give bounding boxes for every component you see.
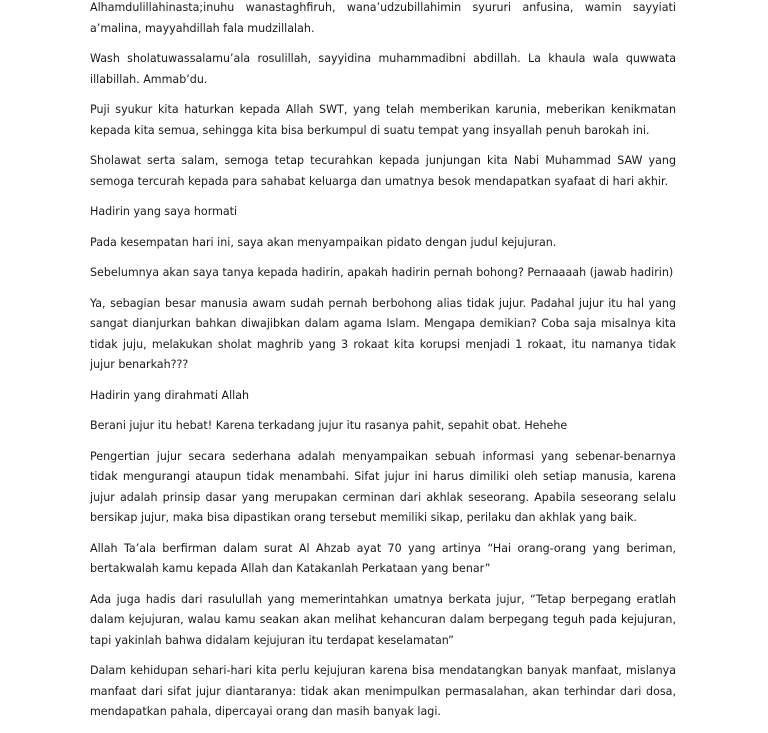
paragraph-greeting-hormati: Hadirin yang saya hormati [90,205,238,218]
paragraph-berani-jujur: Berani jujur itu hebat! Karena terkadang jujur itu rasanya pahit, sepahit obat. Hehehe [90,419,568,432]
paragraph-jujur-islam: Ya, sebagian besar manusia awam sudah pernah berbohong alias tidak jujur. Padahal jujur itu hal yang sangat dianjurkan bahkan diwajibkan dalam agama Islam. Mengapa demikian? Coba saja misalnya kita tidak juju, melakukan sholat maghrib yang 3 rokaat kita korupsi menjadi 1 rokaat, itu namanya tidak jujur benarkah??? [90,296,676,371]
paragraph-question-bohong: Sebelumnya akan saya tanya kepada hadirin, apakah hadirin pernah bohong? Pernaaaah (jawab hadirin) [90,266,674,279]
paragraph-hadis-rasulullah: Ada juga hadis dari rasulullah yang memerintahkan umatnya berkata jujur, “Tetap berpegang eratlah dalam kejujuran, walau kamu seakan akan melihat kehancuran dalam berpegang teguh pada kejujuran, tapi yakinlah bahwa didalam kejujuran itu terdapat keselamatan” [90,592,676,647]
paragraph-puji-syukur: Puji syukur kita haturkan kepada Allah SWT, yang telah memberikan karunia, meberikan kenikmatan kepada kita semua, sehingga kita bisa berkumpul di suatu tempat yang insyallah penuh barokah ini. [90,103,676,137]
paragraph-surat-al-ahzab: Allah Ta’ala berfirman dalam surat Al Ahzab ayat 70 yang artinya “Hai orang-orang yang beriman, bertakwalah kamu kepada Allah dan Katakanlah Perkataan yang benar” [90,541,676,575]
paragraph-manfaat-jujur: Dalam kehidupan sehari-hari kita perlu kejujuran karena bisa mendatangkan banyak manfaat, mislanya manfaat dari sifat jujur diantaranya: tidak akan menimpulkan permasalahan, akan terhindar dari dosa, mendapatkan pahala, dipercayai orang dan masih banyak lagi. [90,664,676,718]
paragraph-greeting-dirahmati: Hadirin yang dirahmati Allah [90,388,250,402]
paragraph-pengertian-jujur: Pengertian jujur secara sederhana adalah menyampaikan sebuah informasi yang sebenar-benarnya tidak mengurangi ataupun tidak menambahi. Sifat jujur ini harus dimiliki oleh setiap manusia, karena jujur adalah prinsip dasar yang merupakan cerminan dari akhlak seseorang. Apabila seseorang selalu bersikap jujur, maka bisa dipastikan orang tersebut memiliki sikap, perilaku dan akhlak yang baik. [90,449,676,524]
document-page [90,0,676,733]
paragraph-opening-hamdalah: Alhamdulillahinasta;inuhu wanastaghfiruh, wana’udzubillahimin syururi anfusina, wamin sayyiati a’malina, mayyahdillah fala mudzillalah. [90,1,676,35]
paragraph-sholawat-salam: Sholawat serta salam, semoga tetap tecurahkan kepada junjungan kita Nabi Muhammad SAW yang semoga tercurah kepada para sahabat keluarga dan umatnya besok mendapatkan syafaat di hari akhir. [90,154,676,188]
paragraph-topic-intro: Pada kesempatan hari ini, saya akan menyampaikan pidato dengan judul kejujuran. [90,235,557,249]
paragraph-sholawat-arabic: Wash sholatuwassalamu’ala rosulillah, sayyidina muhammadibni abdillah. La khaula wala quwwata illabillah. Ammab’du. [90,52,676,86]
